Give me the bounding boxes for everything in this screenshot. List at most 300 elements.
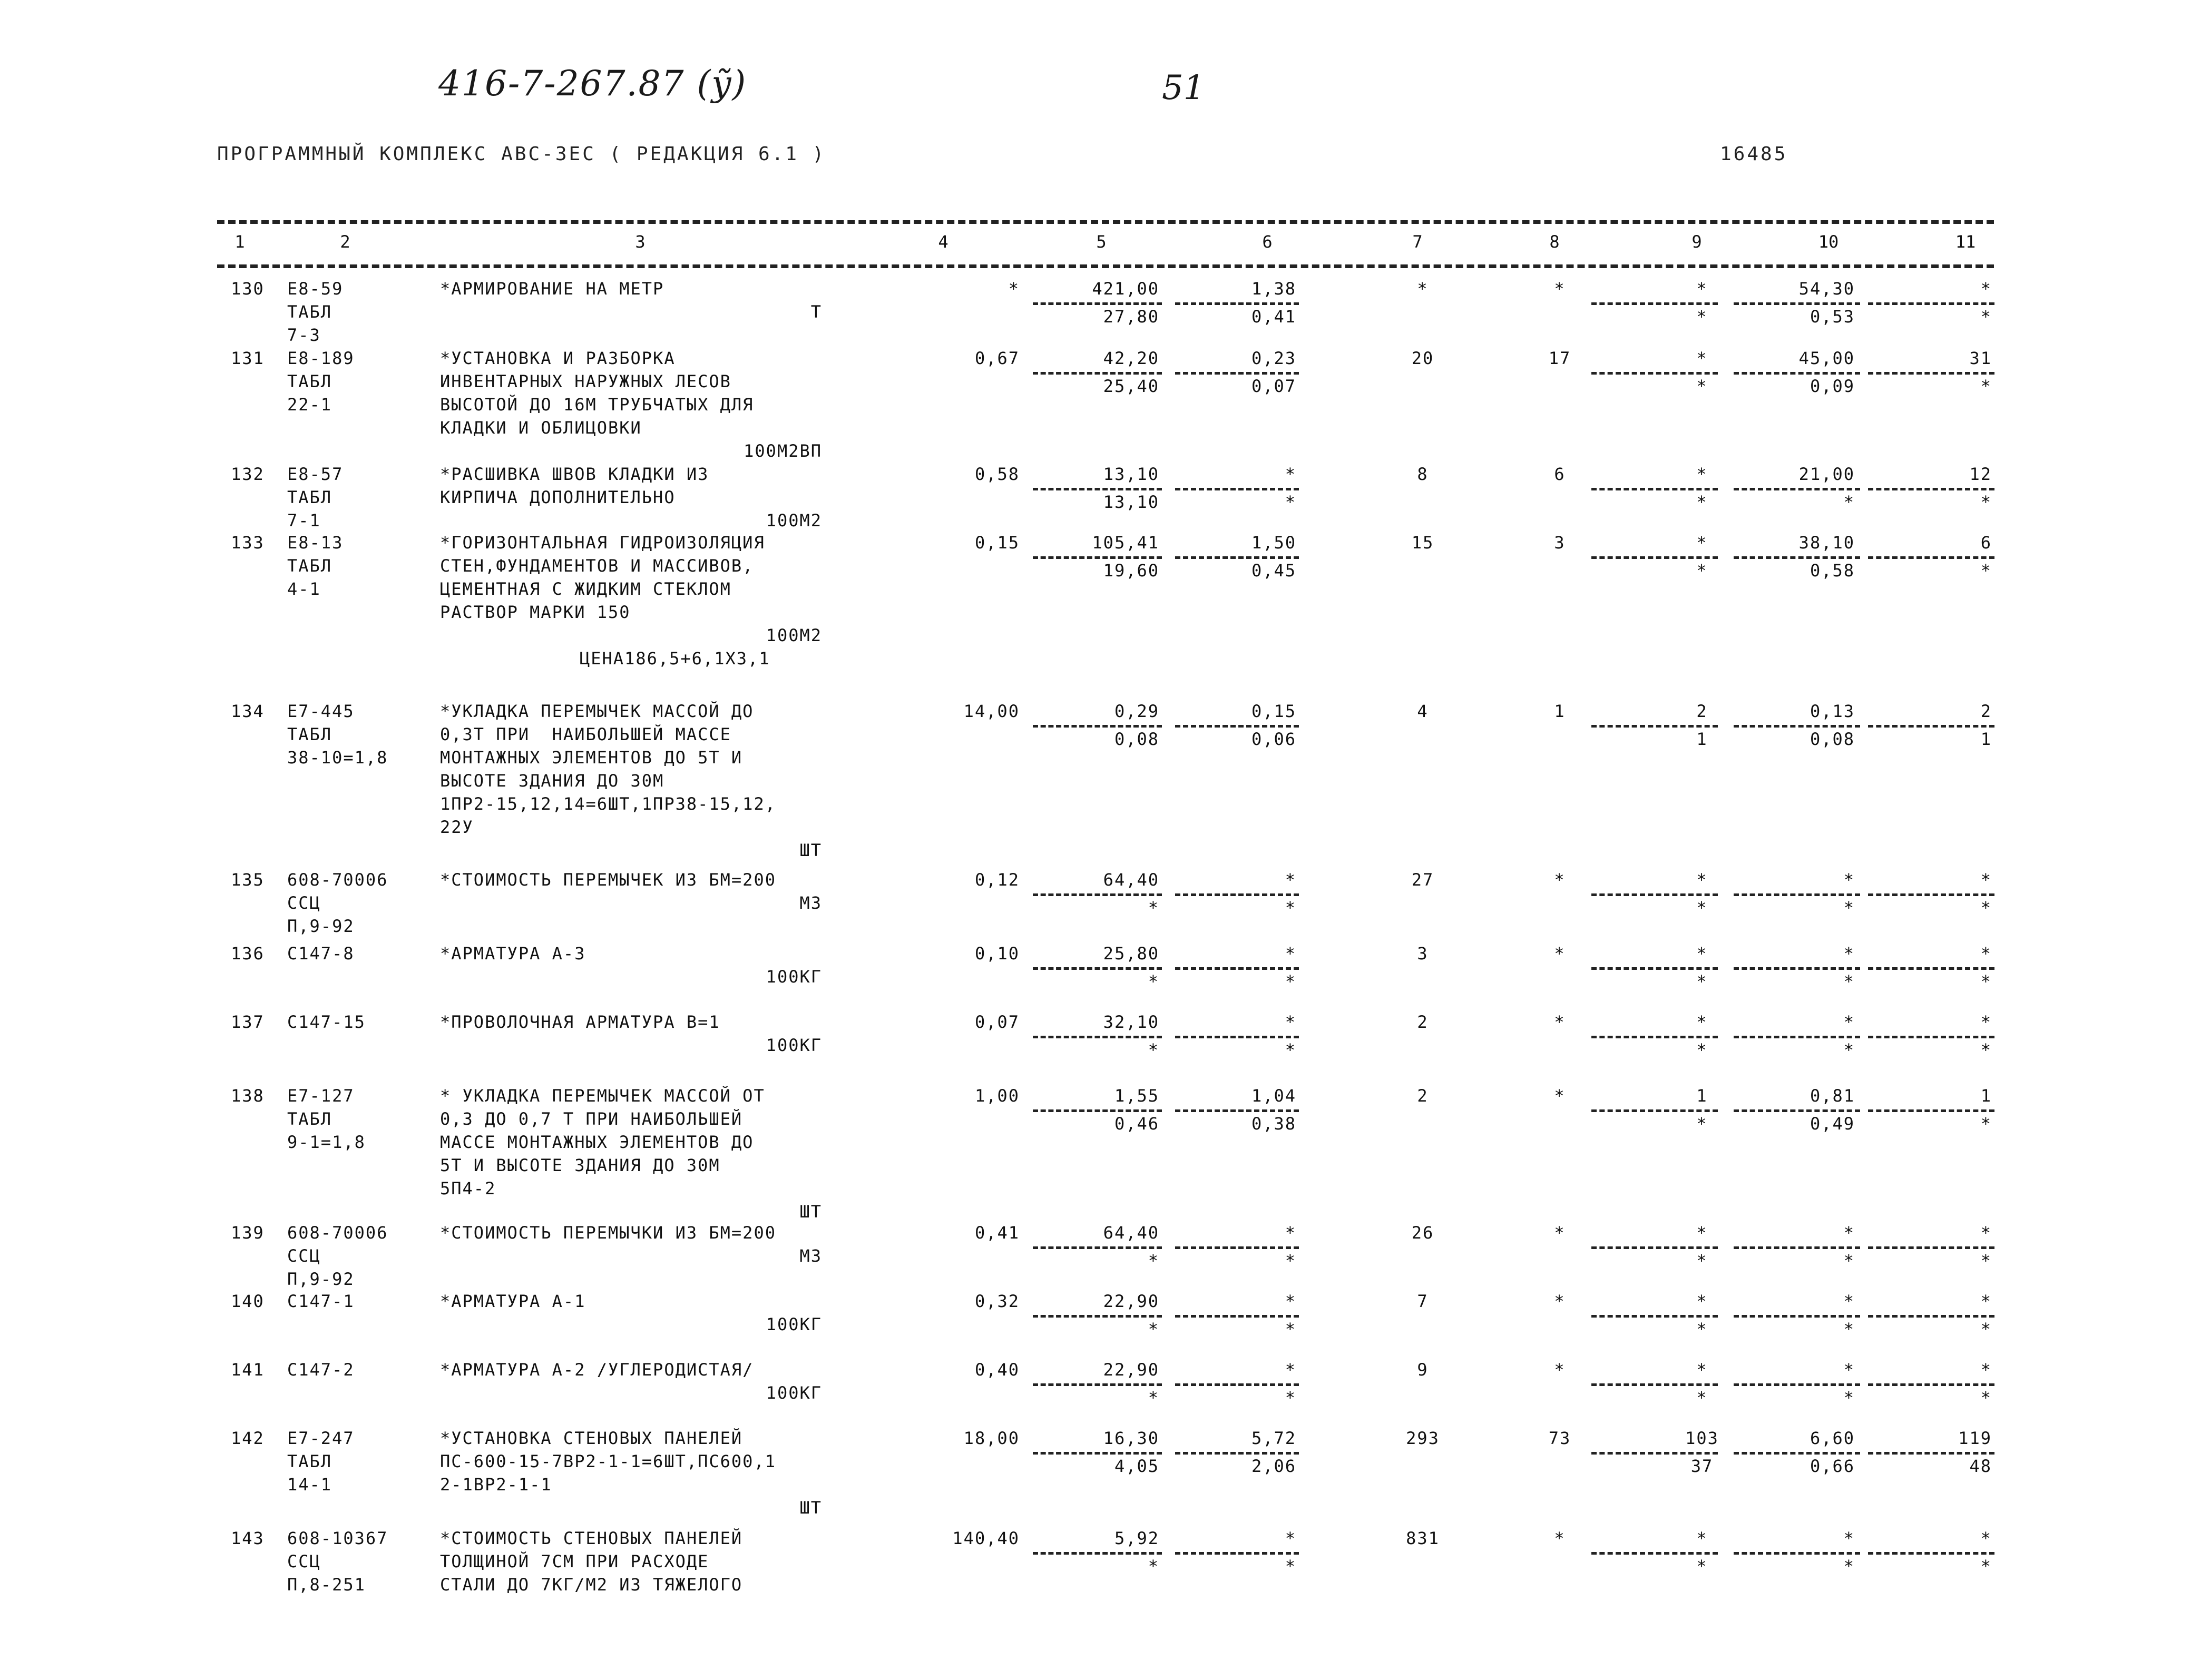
cell-divider bbox=[1868, 1315, 1994, 1318]
unit-cost-wages: 0,46 bbox=[1114, 1113, 1159, 1134]
unit-of-measure: 100КГ bbox=[766, 1035, 822, 1055]
total-cost: 831 bbox=[1406, 1528, 1440, 1548]
unit-cost-wages: * bbox=[1148, 897, 1159, 918]
total-cost: 3 bbox=[1417, 944, 1429, 964]
norm-code: С147-15 bbox=[287, 1012, 366, 1032]
work-description: ИНВЕНТАРНЫХ НАРУЖНЫХ ЛЕСОВ bbox=[440, 371, 731, 391]
total-wages: * bbox=[1554, 870, 1566, 890]
labor-total: 31 bbox=[1969, 348, 1992, 368]
cell-divider bbox=[1033, 556, 1162, 559]
unit-cost-machine-wages: * bbox=[1285, 1319, 1296, 1339]
column-number: 4 bbox=[938, 232, 948, 252]
unit-cost-machine-wages: 0,41 bbox=[1251, 306, 1296, 327]
norm-code: Е7-445 bbox=[287, 701, 355, 721]
unit-cost-machines: * bbox=[1285, 870, 1296, 890]
total-machines: 1 bbox=[1696, 1086, 1708, 1106]
work-description: * УКЛАДКА ПЕРЕМЫЧЕК МАССОЙ ОТ bbox=[440, 1086, 765, 1106]
work-description: КИРПИЧА ДОПОЛНИТЕЛЬНО bbox=[440, 487, 676, 507]
cell-divider bbox=[1734, 893, 1860, 896]
total-wages: * bbox=[1554, 1223, 1566, 1243]
unit-of-measure: 100М2 bbox=[766, 625, 822, 645]
work-description: ЦЕМЕНТНАЯ С ЖИДКИМ СТЕКЛОМ bbox=[440, 579, 731, 599]
cell-divider bbox=[1591, 1246, 1718, 1249]
cell-divider bbox=[1734, 1246, 1860, 1249]
norm-code: Е7-127 bbox=[287, 1086, 355, 1106]
program-title: ПРОГРАММНЫЙ КОМПЛЕКС АВС-3ЕС ( РЕДАКЦИЯ 6.1 ) bbox=[217, 143, 826, 165]
quantity: 0,41 bbox=[974, 1223, 1020, 1243]
work-description: *СТОИМОСТЬ ПЕРЕМЫЧЕК ИЗ БМ=200 bbox=[440, 870, 776, 890]
labor-per-unit: * bbox=[1843, 1012, 1855, 1032]
total-machine-wages: * bbox=[1696, 1319, 1708, 1339]
norm-code: С147-8 bbox=[287, 944, 355, 964]
unit-cost-machines: * bbox=[1285, 1528, 1296, 1548]
norm-code: Е7-247 bbox=[287, 1428, 355, 1448]
labor-total: * bbox=[1980, 870, 1992, 890]
cell-divider bbox=[1734, 1552, 1860, 1555]
total-cost: 4 bbox=[1417, 701, 1429, 721]
cell-divider bbox=[1033, 725, 1162, 728]
unit-cost-machine-wages: 0,06 bbox=[1251, 729, 1296, 749]
labor-machinists: * bbox=[1843, 1387, 1855, 1408]
cell-divider bbox=[1591, 1315, 1718, 1318]
labor-per-unit: 54,30 bbox=[1798, 279, 1855, 299]
unit-cost-machine-wages: * bbox=[1285, 971, 1296, 991]
norm-code: Е8-189 bbox=[287, 348, 355, 368]
total-machines: * bbox=[1696, 1223, 1708, 1243]
quantity: 140,40 bbox=[952, 1528, 1020, 1548]
cell-divider bbox=[1868, 725, 1994, 728]
cell-divider bbox=[1868, 1383, 1994, 1386]
unit-cost-total: 22,90 bbox=[1103, 1360, 1159, 1380]
unit-cost-wages: * bbox=[1148, 971, 1159, 991]
total-cost: 20 bbox=[1411, 348, 1434, 368]
cell-divider bbox=[1868, 967, 1994, 970]
work-description: *ПРОВОЛОЧНАЯ АРМАТУРА В=1 bbox=[440, 1012, 720, 1032]
row-number: 136 bbox=[231, 944, 265, 964]
cell-divider bbox=[1868, 893, 1994, 896]
work-description: *АРМАТУРА А-2 /УГЛЕРОДИСТАЯ/ bbox=[440, 1360, 754, 1380]
cell-divider bbox=[1033, 967, 1162, 970]
unit-cost-total: 105,41 bbox=[1092, 533, 1159, 553]
unit-cost-total: 13,10 bbox=[1103, 464, 1159, 484]
norm-code: 9-1=1,8 bbox=[287, 1132, 366, 1152]
norm-code: Е8-59 bbox=[287, 279, 344, 299]
total-machines: * bbox=[1696, 1012, 1708, 1032]
labor-total: 1 bbox=[1980, 1086, 1992, 1106]
cell-divider bbox=[1734, 1036, 1860, 1038]
row-number: 141 bbox=[231, 1360, 265, 1380]
norm-code: 14-1 bbox=[287, 1475, 333, 1495]
total-machines: * bbox=[1696, 348, 1708, 368]
cell-divider bbox=[1734, 967, 1860, 970]
labor-machinists: 0,49 bbox=[1810, 1113, 1855, 1134]
quantity: 18,00 bbox=[963, 1428, 1020, 1448]
row-number: 130 bbox=[231, 279, 265, 299]
column-number: 8 bbox=[1549, 232, 1560, 252]
cell-divider bbox=[1868, 372, 1994, 375]
labor-total: 6 bbox=[1980, 533, 1992, 553]
work-description: 0,3Т ПРИ НАИБОЛЬШЕЙ МАССЕ bbox=[440, 724, 731, 744]
cell-divider bbox=[1033, 893, 1162, 896]
total-wages: * bbox=[1554, 279, 1566, 299]
cell-divider bbox=[1591, 1452, 1718, 1455]
labor-per-unit: * bbox=[1843, 1360, 1855, 1380]
work-description: РАСТВОР МАРКИ 150 bbox=[440, 602, 631, 622]
labor-total-machinists: * bbox=[1980, 971, 1992, 991]
norm-code: 7-3 bbox=[287, 325, 321, 345]
row-number: 143 bbox=[231, 1528, 265, 1548]
unit-cost-total: 5,92 bbox=[1114, 1528, 1159, 1548]
work-description: ПС-600-15-7ВР2-1-1=6ШТ,ПС600,1 bbox=[440, 1451, 776, 1471]
cell-divider bbox=[1175, 1109, 1299, 1112]
labor-per-unit: 45,00 bbox=[1798, 348, 1855, 368]
unit-cost-wages: 4,05 bbox=[1114, 1456, 1159, 1476]
cell-divider bbox=[1591, 725, 1718, 728]
labor-total-machinists: 48 bbox=[1969, 1456, 1992, 1476]
work-description: *АРМИРОВАНИЕ НА МЕТР bbox=[440, 279, 664, 299]
cell-divider bbox=[1175, 556, 1299, 559]
cell-divider bbox=[1033, 1036, 1162, 1038]
unit-of-measure: 100М2ВП bbox=[744, 441, 822, 461]
work-description: *СТОИМОСТЬ ПЕРЕМЫЧКИ ИЗ БМ=200 bbox=[440, 1223, 776, 1243]
cell-divider bbox=[1033, 1246, 1162, 1249]
unit-cost-machines: 1,04 bbox=[1251, 1086, 1296, 1106]
total-machines: * bbox=[1696, 1528, 1708, 1548]
total-wages: 3 bbox=[1554, 533, 1566, 553]
unit-cost-total: 64,40 bbox=[1103, 870, 1159, 890]
norm-code: 608-70006 bbox=[287, 1223, 388, 1243]
labor-per-unit: * bbox=[1843, 944, 1855, 964]
unit-cost-machines: 0,15 bbox=[1251, 701, 1296, 721]
column-number: 11 bbox=[1955, 232, 1976, 252]
norm-code: ТАБЛ bbox=[287, 371, 333, 391]
labor-total: * bbox=[1980, 279, 1992, 299]
cell-divider bbox=[1175, 1383, 1299, 1386]
labor-machinists: 0,09 bbox=[1810, 376, 1855, 396]
labor-total: 119 bbox=[1958, 1428, 1992, 1448]
unit-cost-machine-wages: * bbox=[1285, 897, 1296, 918]
column-number: 5 bbox=[1096, 232, 1107, 252]
labor-total: * bbox=[1980, 1291, 1992, 1311]
cell-divider bbox=[1591, 1383, 1718, 1386]
unit-cost-machine-wages: * bbox=[1285, 1250, 1296, 1271]
norm-code: ТАБЛ bbox=[287, 487, 333, 507]
unit-cost-machine-wages: 0,07 bbox=[1251, 376, 1296, 396]
labor-total-machinists: * bbox=[1980, 306, 1992, 327]
total-wages: 1 bbox=[1554, 701, 1566, 721]
row-number: 137 bbox=[231, 1012, 265, 1032]
work-description: СТАЛИ ДО 7КГ/М2 ИЗ ТЯЖЕЛОГО bbox=[440, 1575, 743, 1595]
norm-code: 38-10=1,8 bbox=[287, 748, 388, 768]
cell-divider bbox=[1033, 1452, 1162, 1455]
total-machine-wages: * bbox=[1696, 897, 1708, 918]
total-wages: * bbox=[1554, 1291, 1566, 1311]
unit-of-measure: 100КГ bbox=[766, 1314, 822, 1334]
work-description: КЛАДКИ И ОБЛИЦОВКИ bbox=[440, 418, 642, 438]
labor-machinists: 0,66 bbox=[1810, 1456, 1855, 1476]
cell-divider bbox=[1175, 1036, 1299, 1038]
norm-code: ТАБЛ bbox=[287, 302, 333, 322]
unit-cost-total: 421,00 bbox=[1092, 279, 1159, 299]
labor-total-machinists: * bbox=[1980, 1250, 1992, 1271]
unit-cost-wages: * bbox=[1148, 1387, 1159, 1408]
cell-divider bbox=[1033, 372, 1162, 375]
labor-total: * bbox=[1980, 1360, 1992, 1380]
cell-divider bbox=[1591, 302, 1718, 305]
labor-machinists: 0,53 bbox=[1810, 306, 1855, 327]
unit-cost-machines: 5,72 bbox=[1251, 1428, 1296, 1448]
unit-cost-machines: 0,23 bbox=[1251, 348, 1296, 368]
norm-code: Е8-57 bbox=[287, 464, 344, 484]
labor-machinists: * bbox=[1843, 971, 1855, 991]
total-machines: * bbox=[1696, 464, 1708, 484]
quantity: 0,15 bbox=[974, 533, 1020, 553]
cell-divider bbox=[1591, 967, 1718, 970]
cell-divider bbox=[1868, 1036, 1994, 1038]
row-number: 131 bbox=[231, 348, 265, 368]
cell-divider bbox=[1033, 1315, 1162, 1318]
quantity: 0,10 bbox=[974, 944, 1020, 964]
labor-total-machinists: * bbox=[1980, 560, 1992, 581]
cell-divider bbox=[1734, 1315, 1860, 1318]
unit-cost-wages: 25,40 bbox=[1103, 376, 1159, 396]
cell-divider bbox=[1868, 1109, 1994, 1112]
total-machines: * bbox=[1696, 1360, 1708, 1380]
norm-code: ТАБЛ bbox=[287, 1109, 333, 1129]
unit-of-measure: 100М2 bbox=[766, 510, 822, 530]
total-machine-wages: * bbox=[1696, 1039, 1708, 1060]
unit-cost-wages: * bbox=[1148, 1039, 1159, 1060]
norm-code: ССЦ bbox=[287, 893, 321, 913]
total-machines: 103 bbox=[1685, 1428, 1719, 1448]
labor-total-machinists: 1 bbox=[1980, 729, 1992, 749]
work-description: 2-1ВР2-1-1 bbox=[440, 1475, 552, 1495]
unit-cost-machine-wages: * bbox=[1285, 1387, 1296, 1408]
labor-machinists: * bbox=[1843, 1556, 1855, 1576]
work-description: ТОЛЩИНОЙ 7СМ ПРИ РАСХОДЕ bbox=[440, 1551, 709, 1571]
total-machine-wages: * bbox=[1696, 306, 1708, 327]
labor-machinists: * bbox=[1843, 1250, 1855, 1271]
work-description: ВЫСОТЕ ЗДАНИЯ ДО 30М bbox=[440, 771, 664, 791]
labor-per-unit: * bbox=[1843, 1528, 1855, 1548]
unit-cost-wages: * bbox=[1148, 1250, 1159, 1271]
cell-divider bbox=[1591, 1552, 1718, 1555]
unit-of-measure: 100КГ bbox=[766, 967, 822, 987]
cell-divider bbox=[1868, 302, 1994, 305]
quantity: 1,00 bbox=[974, 1086, 1020, 1106]
cell-divider bbox=[1033, 1383, 1162, 1386]
cell-divider bbox=[1175, 1452, 1299, 1455]
unit-cost-machine-wages: 0,38 bbox=[1251, 1113, 1296, 1134]
unit-cost-machines: * bbox=[1285, 944, 1296, 964]
work-description: *УСТАНОВКА И РАЗБОРКА bbox=[440, 348, 676, 368]
work-description: МОНТАЖНЫХ ЭЛЕМЕНТОВ ДО 5Т И bbox=[440, 748, 743, 768]
labor-total-machinists: * bbox=[1980, 1556, 1992, 1576]
column-number: 2 bbox=[340, 232, 350, 252]
norm-code: ТАБЛ bbox=[287, 724, 333, 744]
unit-cost-total: 25,80 bbox=[1103, 944, 1159, 964]
labor-per-unit: 0,81 bbox=[1810, 1086, 1855, 1106]
total-machine-wages: * bbox=[1696, 376, 1708, 396]
total-cost: 293 bbox=[1406, 1428, 1440, 1448]
norm-code: С147-1 bbox=[287, 1291, 355, 1311]
total-cost: 27 bbox=[1411, 870, 1434, 890]
total-machine-wages: * bbox=[1696, 492, 1708, 512]
total-machine-wages: 1 bbox=[1696, 729, 1708, 749]
row-number: 138 bbox=[231, 1086, 265, 1106]
total-wages: * bbox=[1554, 1012, 1566, 1032]
total-machine-wages: * bbox=[1696, 1250, 1708, 1271]
cell-divider bbox=[1175, 1552, 1299, 1555]
total-machine-wages: * bbox=[1696, 1556, 1708, 1576]
unit-of-measure: ШТ bbox=[799, 1202, 822, 1222]
total-machines: 2 bbox=[1696, 701, 1708, 721]
cell-divider bbox=[1734, 488, 1860, 490]
unit-cost-machine-wages: 0,45 bbox=[1251, 560, 1296, 581]
work-description: *АРМАТУРА А-1 bbox=[440, 1291, 586, 1311]
work-description: *АРМАТУРА А-3 bbox=[440, 944, 586, 964]
cell-divider bbox=[1033, 1552, 1162, 1555]
cell-divider bbox=[1734, 1452, 1860, 1455]
labor-per-unit: 21,00 bbox=[1798, 464, 1855, 484]
unit-cost-total: 22,90 bbox=[1103, 1291, 1159, 1311]
unit-cost-machines: * bbox=[1285, 1223, 1296, 1243]
cell-divider bbox=[1591, 1109, 1718, 1112]
unit-cost-wages: 27,80 bbox=[1103, 306, 1159, 327]
unit-cost-machine-wages: 2,06 bbox=[1251, 1456, 1296, 1476]
labor-machinists: * bbox=[1843, 1319, 1855, 1339]
norm-code: П,9-92 bbox=[287, 916, 355, 936]
unit-cost-total: 32,10 bbox=[1103, 1012, 1159, 1032]
norm-code: 7-1 bbox=[287, 510, 321, 530]
cell-divider bbox=[1591, 488, 1718, 490]
price-note: ЦЕНА186,5+6,1Х3,1 bbox=[580, 649, 770, 669]
unit-cost-total: 16,30 bbox=[1103, 1428, 1159, 1448]
total-machine-wages: 37 bbox=[1690, 1456, 1714, 1476]
unit-cost-machines: 1,50 bbox=[1251, 533, 1296, 553]
unit-cost-machines: * bbox=[1285, 1291, 1296, 1311]
cell-divider bbox=[1734, 556, 1860, 559]
work-description: 1ПР2-15,12,14=6ШТ,1ПР38-15,12, bbox=[440, 794, 776, 814]
unit-cost-machine-wages: * bbox=[1285, 1556, 1296, 1576]
cell-divider bbox=[1734, 1109, 1860, 1112]
cell-divider bbox=[1591, 893, 1718, 896]
total-machine-wages: * bbox=[1696, 1113, 1708, 1134]
unit-cost-total: 42,20 bbox=[1103, 348, 1159, 368]
quantity: 14,00 bbox=[963, 701, 1020, 721]
work-description: *СТОИМОСТЬ СТЕНОВЫХ ПАНЕЛЕЙ bbox=[440, 1528, 743, 1548]
norm-code: ССЦ bbox=[287, 1551, 321, 1571]
unit-cost-machines: * bbox=[1285, 1360, 1296, 1380]
labor-total-machinists: * bbox=[1980, 1039, 1992, 1060]
total-cost: 7 bbox=[1417, 1291, 1429, 1311]
labor-per-unit: * bbox=[1843, 1223, 1855, 1243]
total-machines: * bbox=[1696, 279, 1708, 299]
labor-per-unit: * bbox=[1843, 870, 1855, 890]
unit-cost-wages: 0,08 bbox=[1114, 729, 1159, 749]
table-top-rule bbox=[217, 220, 1994, 224]
quantity: 0,07 bbox=[974, 1012, 1020, 1032]
labor-total-machinists: * bbox=[1980, 1387, 1992, 1408]
labor-per-unit: 6,60 bbox=[1810, 1428, 1855, 1448]
norm-code: С147-2 bbox=[287, 1360, 355, 1380]
total-wages: 73 bbox=[1548, 1428, 1571, 1448]
total-cost: 9 bbox=[1417, 1360, 1429, 1380]
unit-cost-machine-wages: * bbox=[1285, 492, 1296, 512]
labor-total: * bbox=[1980, 1012, 1992, 1032]
norm-code: П,8-251 bbox=[287, 1575, 366, 1595]
quantity: 0,40 bbox=[974, 1360, 1020, 1380]
labor-per-unit: 0,13 bbox=[1810, 701, 1855, 721]
cell-divider bbox=[1868, 556, 1994, 559]
quantity: 0,67 bbox=[974, 348, 1020, 368]
column-number: 6 bbox=[1262, 232, 1273, 252]
sheet-number: 16485 bbox=[1720, 143, 1788, 165]
unit-of-measure: М3 bbox=[799, 893, 822, 913]
row-number: 140 bbox=[231, 1291, 265, 1311]
row-number: 135 bbox=[231, 870, 265, 890]
work-description: *УКЛАДКА ПЕРЕМЫЧЕК МАССОЙ ДО bbox=[440, 701, 754, 721]
total-cost: * bbox=[1417, 279, 1429, 299]
work-description: *РАСШИВКА ШВОВ КЛАДКИ ИЗ bbox=[440, 464, 709, 484]
cell-divider bbox=[1175, 372, 1299, 375]
cell-divider bbox=[1868, 1552, 1994, 1555]
total-wages: 6 bbox=[1554, 464, 1566, 484]
labor-total: * bbox=[1980, 944, 1992, 964]
total-cost: 15 bbox=[1411, 533, 1434, 553]
unit-of-measure: 100КГ bbox=[766, 1383, 822, 1403]
unit-of-measure: М3 bbox=[799, 1246, 822, 1266]
total-cost: 2 bbox=[1417, 1086, 1429, 1106]
work-description: СТЕН,ФУНДАМЕНТОВ И МАССИВОВ, bbox=[440, 556, 754, 576]
labor-machinists: * bbox=[1843, 492, 1855, 512]
norm-code: Е8-13 bbox=[287, 533, 344, 553]
cell-divider bbox=[1734, 725, 1860, 728]
quantity: * bbox=[1008, 279, 1020, 299]
cell-divider bbox=[1734, 372, 1860, 375]
labor-total-machinists: * bbox=[1980, 897, 1992, 918]
total-wages: 17 bbox=[1548, 348, 1571, 368]
unit-cost-total: 0,29 bbox=[1114, 701, 1159, 721]
total-machines: * bbox=[1696, 533, 1708, 553]
unit-cost-machines: 1,38 bbox=[1251, 279, 1296, 299]
unit-cost-wages: 13,10 bbox=[1103, 492, 1159, 512]
unit-cost-wages: * bbox=[1148, 1556, 1159, 1576]
row-number: 139 bbox=[231, 1223, 265, 1243]
norm-code: 608-70006 bbox=[287, 870, 388, 890]
unit-cost-machines: * bbox=[1285, 464, 1296, 484]
total-machine-wages: * bbox=[1696, 1387, 1708, 1408]
work-description: 0,3 ДО 0,7 Т ПРИ НАИБОЛЬШЕЙ bbox=[440, 1109, 743, 1129]
labor-total: * bbox=[1980, 1528, 1992, 1548]
cell-divider bbox=[1175, 488, 1299, 490]
total-machines: * bbox=[1696, 944, 1708, 964]
labor-total-machinists: * bbox=[1980, 376, 1992, 396]
unit-cost-machines: * bbox=[1285, 1012, 1296, 1032]
labor-total-machinists: * bbox=[1980, 492, 1992, 512]
cell-divider bbox=[1591, 1036, 1718, 1038]
cell-divider bbox=[1175, 725, 1299, 728]
cell-divider bbox=[1175, 893, 1299, 896]
cell-divider bbox=[1734, 302, 1860, 305]
cell-divider bbox=[1033, 302, 1162, 305]
table-header-rule bbox=[217, 264, 1994, 268]
quantity: 0,12 bbox=[974, 870, 1020, 890]
column-number: 9 bbox=[1691, 232, 1702, 252]
total-wages: * bbox=[1554, 1086, 1566, 1106]
total-cost: 8 bbox=[1417, 464, 1429, 484]
unit-cost-machine-wages: * bbox=[1285, 1039, 1296, 1060]
